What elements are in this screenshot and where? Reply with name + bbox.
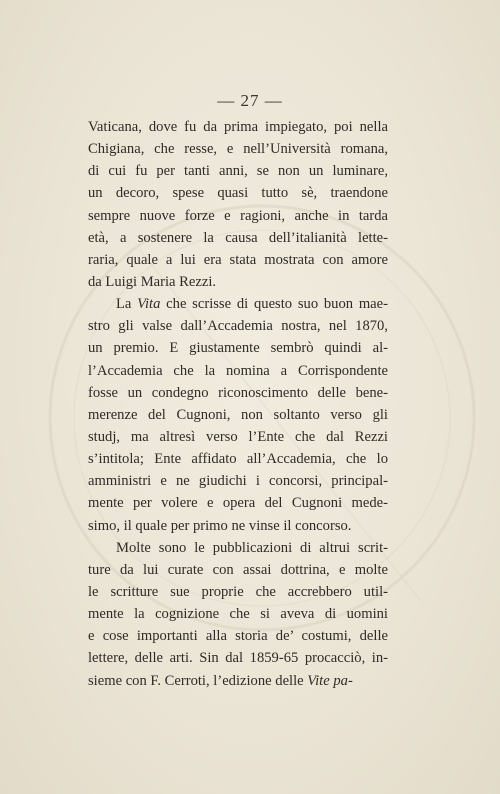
- text-line: lettere, delle arti. Sin dal 1859-65 procacciò, in-: [88, 650, 388, 667]
- text-line: stro gli valse dall’Accademia nostra, nel 1870,: [88, 318, 388, 335]
- text-line: mente per volere e opera del Cugnoni mede-: [88, 495, 388, 512]
- text-line: l’Accademia che la nomina a Corrispondente: [88, 362, 388, 379]
- text-line: La Vita che scrisse di questo suo buon mae-: [116, 296, 388, 313]
- text-line: un decoro, spese quasi tutto sè, traendone: [88, 185, 388, 202]
- text-line: sempre nuove forze e ragioni, anche in tarda: [88, 207, 388, 224]
- text-line: Chigiana, che resse, e nell’Università romana,: [88, 141, 388, 158]
- body-text: [88, 116, 388, 692]
- text-line: amministri e ne giudichi i concorsi, principal-: [88, 473, 388, 490]
- text-line: età, a sostenere la causa dell’italianità lette-: [88, 229, 388, 246]
- text-line: merenze del Cugnoni, non soltanto verso gli: [88, 406, 388, 423]
- text-line: mente la cognizione che si aveva di uomini: [88, 606, 388, 623]
- text-line: ture da lui curate con assai dottrina, e molte: [88, 561, 388, 578]
- text-line: e cose importanti alla storia de’ costumi, delle: [88, 628, 388, 645]
- text-line: Vaticana, dove fu da prima impiegato, poi nella: [88, 119, 388, 135]
- text-line: s’intitola; Ente affidato all’Accademia, che lo: [88, 451, 388, 468]
- text-line: da Luigi Maria Rezzi.: [88, 273, 217, 290]
- text-line: Molte sono le pubblicazioni di altrui scrit-: [116, 539, 388, 556]
- text-line: sieme con F. Cerroti, l’edizione delle Vite pa-: [88, 672, 353, 689]
- text-line: le scritture sue proprie che accrebbero util-: [88, 583, 388, 600]
- text-line: fosse un condegno riconoscimento delle bene-: [88, 384, 388, 401]
- text-line: un premio. E giustamente sembrò quindi al-: [88, 340, 388, 357]
- text-line: studj, ma altresì verso l’Ente che dal Rezzi: [88, 428, 388, 445]
- text-line: simo, il quale per primo ne vinse il concorso.: [88, 517, 352, 534]
- text-line: raria, quale a lui era stata mostrata con amore: [88, 251, 388, 268]
- text-line: di cui fu per tanti anni, se non un luminare,: [88, 163, 388, 180]
- page-number: — 27 —: [217, 91, 283, 110]
